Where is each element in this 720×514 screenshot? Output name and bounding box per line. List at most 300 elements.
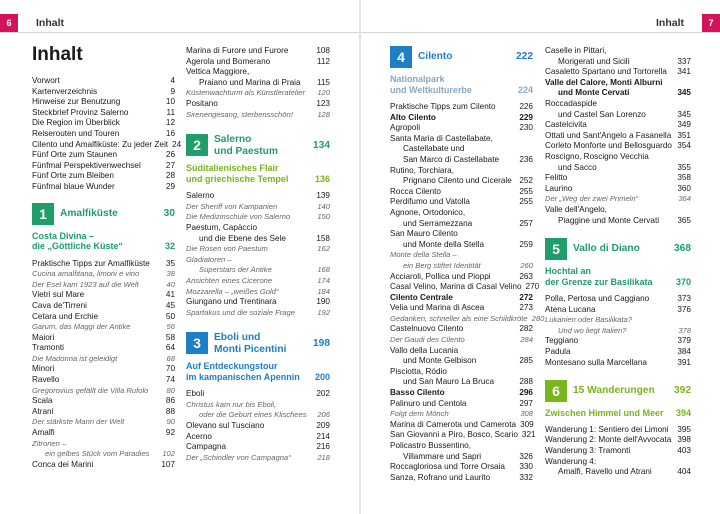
chapter-number-badge: 3	[186, 332, 208, 354]
toc-entry-page: 184	[317, 286, 330, 296]
toc-entry-title: Die Rosen von Paestum	[186, 244, 268, 254]
toc-entry-page: 230	[519, 123, 533, 133]
toc-entry-title: Cucina amalfitana, limoni e vino	[32, 269, 140, 279]
chapter-subtitle: Zwischen Himmel und Meer 394	[545, 408, 691, 419]
left-page	[0, 0, 359, 514]
toc-entry-page: 45	[165, 300, 175, 310]
toc-entry[interactable]	[545, 446, 691, 457]
toc-entry-title: Maiori	[32, 332, 55, 342]
toc-entry[interactable]	[390, 420, 533, 431]
toc-entry-title: Caselle in Pittari,	[545, 46, 607, 55]
toc-entry[interactable]	[390, 176, 533, 187]
toc-entry[interactable]	[32, 364, 175, 375]
toc-entry-title: Wanderung 4:	[545, 456, 597, 466]
chapter-page: 392	[674, 385, 691, 397]
toc-entry[interactable]	[186, 223, 330, 234]
chapter-number-badge: 1	[32, 203, 54, 225]
toc-entry-page: 358	[677, 173, 691, 183]
toc-entry-title: Gladiatoren –	[186, 254, 232, 264]
toc-entry-page: 27	[165, 160, 175, 170]
toc-entry-title: Ravello	[32, 375, 60, 385]
toc-entry[interactable]	[186, 389, 330, 400]
toc-entry-page: 56	[166, 322, 175, 332]
toc-entry-title: Palinuro und Centola	[390, 398, 467, 408]
toc-entry-title: und San Mauro La Bruca	[403, 377, 495, 387]
toc-entry-title: Praktische Tipps zum Cilento	[390, 102, 496, 111]
toc-entry-title: Cetara und Erchie	[32, 311, 98, 321]
toc-entry[interactable]	[545, 326, 691, 337]
toc-entry[interactable]	[545, 425, 691, 436]
toc-entry-title: und Monte della Stella	[403, 239, 485, 249]
toc-entry-page: 120	[317, 88, 330, 98]
toc-entry-title: Pisciotta, Ródio	[390, 366, 447, 376]
toc-entry[interactable]	[186, 57, 330, 68]
toc-entry-title: Sanza, Rofrano und Laurito	[390, 472, 491, 482]
toc-entry[interactable]	[186, 99, 330, 110]
toc-entry[interactable]	[545, 163, 691, 174]
toc-entry-page: 107	[161, 459, 175, 469]
toc-entry-title: Tramonti	[32, 343, 64, 353]
toc-entry-page: 192	[317, 307, 330, 317]
toc-entry[interactable]	[545, 110, 691, 121]
toc-list	[186, 191, 330, 318]
toc-entry-title: San Giovanni a Piro, Bosco, Scario	[390, 430, 518, 440]
toc-entry[interactable]	[32, 407, 175, 418]
toc-entry[interactable]	[390, 166, 533, 177]
toc-entry-page: 236	[519, 154, 533, 164]
toc-entry[interactable]	[186, 276, 330, 287]
toc-entry-page: 112	[316, 56, 330, 66]
toc-entry[interactable]	[32, 269, 175, 280]
toc-entry-page: 285	[519, 356, 533, 366]
toc-entry[interactable]	[186, 78, 330, 89]
toc-entry-title: Acciaroli, Pollica und Pioppi	[390, 271, 491, 281]
chapter-3-heading[interactable]	[186, 332, 330, 355]
toc-entry-title: Alto Cilento	[390, 112, 436, 122]
toc-entry-title: Der Esel kam 1923 auf die Welt	[32, 279, 139, 289]
chapter-2-heading[interactable]	[186, 134, 330, 157]
toc-entry-page: 321	[521, 430, 536, 440]
toc-entry-page: 259	[519, 239, 533, 249]
chapter-subtitle: Hochtal an der Grenze zur Basilikata 370	[545, 266, 691, 287]
toc-entry-title: Cava de'Tirreni	[32, 300, 87, 310]
toc-entry[interactable]	[390, 409, 533, 420]
toc-entry[interactable]	[390, 113, 533, 124]
toc-list	[545, 294, 691, 368]
toc-entry-page: 40	[166, 279, 175, 289]
toc-entry[interactable]	[545, 467, 691, 478]
running-header-left: Inhalt	[36, 17, 64, 29]
toc-entry-page: 64	[165, 343, 175, 353]
toc-entry-title: Amalfi, Ravello und Atrani	[558, 467, 652, 477]
toc-entry-page: 10	[165, 97, 175, 107]
toc-entry[interactable]	[32, 87, 175, 98]
toc-entry-page: 11	[166, 107, 175, 117]
toc-entry[interactable]	[32, 322, 175, 333]
toc-entry[interactable]	[390, 293, 533, 304]
toc-entry[interactable]	[545, 46, 691, 57]
chapter-title: 15 Wanderungen	[573, 385, 655, 397]
toc-entry[interactable]	[32, 460, 175, 471]
toc-entry[interactable]	[545, 305, 691, 316]
toc-entry-page: 68	[166, 353, 175, 363]
toc-entry-title: Superstars der Antike	[199, 265, 272, 275]
toc-entry[interactable]	[186, 212, 330, 223]
toc-entry-page: 365	[677, 215, 691, 225]
toc-entry[interactable]	[32, 108, 175, 119]
toc-entry[interactable]	[32, 76, 175, 87]
toc-entry[interactable]	[186, 453, 330, 464]
toc-entry-page: 308	[520, 409, 533, 419]
toc-entry-page: 28	[165, 171, 175, 181]
toc-entry[interactable]	[390, 452, 533, 463]
toc-entry-title: San Mauro Cilento	[390, 229, 458, 239]
toc-entry[interactable]	[390, 356, 533, 367]
toc-entry[interactable]	[390, 208, 533, 219]
toc-entry-page: 4	[170, 76, 175, 85]
toc-entry-title: Laurino	[545, 183, 573, 193]
toc-entry[interactable]	[390, 219, 533, 230]
toc-entry[interactable]	[32, 312, 175, 323]
toc-entry-title: Prignano Cilento und Cicerale	[403, 176, 512, 186]
toc-entry-title: Hinweise zur Benutzung	[32, 97, 121, 107]
toc-list	[186, 46, 330, 120]
toc-entry[interactable]	[32, 259, 175, 270]
toc-entry-page: 330	[519, 462, 533, 472]
chapter-subtitle: Auf Entdeckungstour im kampanischen Apennin 200	[186, 361, 330, 382]
chapter-1-heading[interactable]	[32, 203, 175, 225]
toc-entry[interactable]	[545, 294, 691, 305]
chapter-title: Amalfiküste	[60, 207, 118, 219]
toc-entry-title: Mozzarella – „weißes Gold“	[186, 286, 279, 296]
toc-entry[interactable]	[390, 229, 533, 240]
toc-entry[interactable]	[186, 46, 330, 57]
right-page	[361, 0, 720, 514]
toc-entry-page: 41	[165, 290, 175, 300]
toc-entry[interactable]	[32, 396, 175, 407]
toc-entry-title: Polla, Pertosa und Caggiano	[545, 294, 650, 304]
toc-entry[interactable]	[186, 67, 330, 78]
toc-entry-title: Montesano sulla Marcellana	[545, 357, 647, 367]
toc-entry-title: Fünfmal Perspektivenwechsel	[32, 160, 141, 170]
toc-entry[interactable]	[390, 134, 533, 145]
toc-entry-page: 209	[316, 421, 330, 431]
toc-entry[interactable]	[32, 97, 175, 108]
toc-entry[interactable]	[390, 399, 533, 410]
toc-entry[interactable]	[390, 473, 533, 484]
toc-entry-page: 309	[520, 419, 534, 429]
toc-entry-page: 80	[166, 385, 175, 395]
toc-entry[interactable]	[545, 347, 691, 358]
toc-entry[interactable]	[186, 410, 330, 421]
toc-entry-title: Praktische Tipps zur Amalfiküste	[32, 258, 150, 268]
toc-entry[interactable]	[390, 462, 533, 473]
toc-entry-page: 282	[519, 324, 533, 334]
toc-entry-page: 376	[677, 304, 691, 314]
toc-entry-title: Wanderung 2: Monte dell'Avvocata	[545, 435, 672, 445]
toc-entry-title: ein gelbes Stück vom Paradies	[45, 449, 150, 459]
toc-entry[interactable]	[390, 250, 533, 261]
toc-entry-page: 35	[165, 258, 175, 268]
toc-entry[interactable]	[186, 234, 330, 245]
toc-entry-page: 123	[316, 98, 330, 108]
toc-entry[interactable]	[390, 324, 533, 335]
toc-entry[interactable]	[545, 194, 691, 205]
toc-entry-page: 9	[170, 86, 175, 96]
toc-entry-title: Castelcivita	[545, 120, 587, 130]
toc-list	[186, 389, 330, 463]
toc-entry-title: Christus kam nur bis Eboli,	[186, 399, 277, 409]
toc-entry-title: Die Region im Überblick	[32, 118, 120, 128]
toc-entry-page: 255	[519, 197, 533, 207]
toc-entry[interactable]	[545, 120, 691, 131]
toc-entry[interactable]	[186, 442, 330, 453]
toc-entry[interactable]	[390, 441, 533, 452]
toc-entry[interactable]	[390, 240, 533, 251]
toc-entry-title: Rocca Cilento	[390, 186, 441, 196]
toc-entry-page: 50	[165, 311, 175, 321]
toc-entry[interactable]	[390, 102, 533, 113]
toc-entry-page: 150	[317, 212, 330, 222]
toc-entry-page: 229	[519, 112, 533, 122]
toc-entry[interactable]	[545, 216, 691, 227]
toc-entry-page: 128	[317, 109, 330, 119]
toc-entry-title: Reiserouten und Touren	[32, 128, 120, 138]
toc-entry[interactable]	[186, 287, 330, 298]
toc-entry[interactable]	[32, 290, 175, 301]
toc-entry[interactable]	[545, 88, 691, 99]
toc-entry-page: 355	[677, 162, 691, 172]
toc-entry-page: 92	[165, 428, 175, 438]
toc-entry-page: 345	[677, 88, 691, 98]
toc-entry[interactable]	[390, 123, 533, 134]
toc-entry-page: 38	[166, 269, 175, 279]
toc-entry-page: 216	[316, 442, 330, 452]
toc-entry[interactable]	[390, 313, 545, 325]
toc-entry[interactable]	[545, 78, 691, 89]
toc-entry-title: Piaggine und Monte Cervati	[558, 215, 660, 225]
toc-entry[interactable]	[390, 282, 540, 293]
toc-entry[interactable]	[32, 182, 175, 193]
toc-entry[interactable]	[545, 99, 691, 110]
toc-entry-title: Marina di Furore und Furore	[186, 46, 289, 55]
toc-entry-title: Salerno	[186, 191, 215, 201]
toc-entry-page: 349	[677, 120, 691, 130]
toc-entry[interactable]	[32, 139, 182, 151]
toc-entry-page: 364	[678, 194, 691, 204]
toc-entry-title: Ottati und Sant'Angelo a Fasanella	[545, 130, 672, 140]
left-column-2	[186, 46, 330, 463]
toc-entry[interactable]	[545, 131, 691, 142]
toc-entry-title: Kartenverzeichnis	[32, 86, 98, 96]
toc-entry[interactable]	[32, 118, 175, 129]
toc-entry[interactable]	[545, 205, 691, 216]
chapter-page: 198	[313, 338, 330, 350]
toc-entry-title: Lukanien oder Basilikata?	[545, 315, 632, 325]
toc-entry-title: Villammare und Sapri	[403, 451, 482, 461]
toc-entry-title: Perdifumo und Vatolla	[390, 197, 470, 207]
toc-entry-page: 140	[317, 201, 330, 211]
toc-entry[interactable]	[186, 400, 330, 411]
toc-entry-title: Der „Schindler von Campagna“	[186, 452, 291, 462]
toc-entry[interactable]	[32, 428, 175, 439]
chapter-page: 368	[674, 243, 691, 255]
toc-entry[interactable]	[545, 67, 691, 78]
toc-entry[interactable]	[186, 308, 330, 319]
toc-entry[interactable]	[390, 144, 533, 155]
chapter-subtitle: Süditalienisches Flair und griechische Tempel 136	[186, 163, 330, 184]
toc-list	[545, 46, 691, 226]
toc-entry[interactable]	[545, 358, 691, 369]
toc-entry[interactable]	[32, 301, 175, 312]
toc-entry-page: 255	[519, 186, 533, 196]
toc-entry-title: Zitronen –	[32, 438, 67, 448]
toc-entry[interactable]	[32, 386, 175, 397]
toc-entry-title: Wanderung 3: Tramonti	[545, 445, 631, 455]
toc-entry[interactable]	[390, 346, 533, 357]
toc-entry[interactable]	[390, 272, 533, 283]
toc-entry-title: Folgt dem Mönch	[390, 409, 449, 419]
toc-entry-title: Corleto Monforte und Bellosguardo	[545, 141, 672, 151]
toc-list	[32, 259, 175, 471]
toc-entry-title: und die Ebene des Sele	[199, 233, 286, 243]
toc-entry[interactable]	[186, 297, 330, 308]
toc-entry[interactable]	[390, 388, 533, 399]
toc-entry[interactable]	[545, 173, 691, 184]
toc-entry-page: 384	[677, 347, 691, 357]
toc-entry[interactable]	[545, 315, 691, 326]
toc-entry[interactable]	[32, 417, 175, 428]
toc-entry[interactable]	[32, 150, 175, 161]
toc-entry-page: 74	[165, 375, 175, 385]
toc-entry-title: Vettica Maggiore,	[186, 67, 250, 77]
toc-entry-title: Valle del Calore, Monti Alburni	[545, 77, 663, 87]
toc-entry[interactable]	[390, 430, 536, 441]
toc-list	[32, 76, 182, 193]
toc-entry[interactable]	[32, 439, 175, 450]
toc-entry-page: 86	[165, 396, 175, 406]
toc-entry[interactable]	[545, 435, 691, 446]
toc-entry-page: 88	[165, 406, 175, 416]
toc-entry-title: Castelnuovo Cilento	[390, 324, 464, 334]
toc-entry[interactable]	[545, 457, 691, 468]
toc-entry-page: 403	[677, 445, 691, 455]
toc-entry[interactable]	[186, 191, 330, 202]
toc-entry-page: 332	[519, 472, 533, 482]
chapter-number-badge: 2	[186, 134, 208, 156]
toc-entry[interactable]	[186, 88, 330, 99]
toc-entry-title: Agropoli	[390, 123, 421, 133]
toc-entry-title: Küstenwachturm als Künstleratelier	[186, 88, 306, 98]
chapter-subtitle: Nationalpark und Weltkulturerbe 224	[390, 74, 533, 95]
toc-entry-title: Valle dell'Angelo,	[545, 204, 607, 214]
toc-entry-page: 270	[525, 282, 540, 292]
toc-entry[interactable]	[390, 335, 533, 346]
toc-entry-page: 174	[317, 275, 330, 285]
toc-entry-page: 102	[162, 449, 175, 459]
chapter-page: 134	[313, 140, 330, 152]
right-column-1	[390, 46, 545, 483]
toc-entry-page: 373	[677, 294, 691, 304]
toc-entry[interactable]	[390, 377, 533, 388]
toc-entry-page: 288	[519, 377, 533, 387]
toc-entry[interactable]	[545, 141, 691, 152]
toc-entry[interactable]	[545, 336, 691, 347]
toc-entry[interactable]	[32, 280, 175, 291]
toc-entry[interactable]	[32, 375, 175, 386]
toc-entry[interactable]	[186, 255, 330, 266]
toc-entry[interactable]	[186, 244, 330, 255]
toc-entry-title: Gregorovius gefällt die Villa Rufolo	[32, 385, 149, 395]
chapter-6-heading[interactable]	[545, 380, 691, 402]
toc-entry[interactable]	[186, 421, 330, 432]
toc-entry[interactable]	[390, 155, 533, 166]
toc-entry[interactable]	[390, 187, 533, 198]
toc-entry[interactable]	[390, 303, 533, 314]
toc-list	[390, 102, 545, 483]
toc-entry[interactable]	[186, 202, 330, 213]
toc-entry[interactable]	[32, 354, 175, 365]
toc-entry-page: 108	[316, 46, 330, 55]
toc-entry-title: Morigerati und Sicilì	[558, 56, 630, 66]
toc-entry-title: Felitto	[545, 173, 568, 183]
toc-entry-page: 70	[165, 364, 175, 374]
toc-entry-page: 139	[316, 191, 330, 201]
toc-entry-page: 345	[677, 109, 691, 119]
toc-entry[interactable]	[390, 367, 533, 378]
toc-entry-title: Die Madonna ist geleidigt	[32, 353, 118, 363]
toc-entry-page: 168	[317, 265, 330, 275]
chapter-4-heading[interactable]	[390, 46, 533, 68]
toc-entry[interactable]	[186, 110, 330, 121]
toc-entry-title: Casal Velino, Marina di Casal Velino	[390, 282, 522, 292]
toc-entry[interactable]	[390, 261, 533, 272]
toc-entry[interactable]	[545, 184, 691, 195]
toc-entry-page: 273	[519, 303, 533, 313]
toc-entry[interactable]	[390, 197, 533, 208]
chapter-5-heading[interactable]	[545, 238, 691, 260]
toc-entry[interactable]	[186, 432, 330, 443]
toc-entry-title: Der „Weg der zwei Primeln“	[545, 194, 639, 204]
toc-entry-title: Der stärkste Mann der Welt	[32, 417, 125, 427]
toc-entry-title: Vorwort	[32, 76, 60, 85]
toc-entry-title: Giungano und Trentinara	[186, 297, 277, 307]
toc-entry[interactable]	[545, 57, 691, 68]
toc-entry-title: Praiano und Marina di Praia	[199, 77, 301, 87]
toc-entry-page: 90	[166, 417, 175, 427]
toc-entry-title: Fünf Orte zum Staunen	[32, 150, 118, 160]
toc-entry[interactable]	[545, 152, 691, 163]
toc-entry-page: 326	[519, 451, 533, 461]
toc-entry-page: 252	[519, 176, 533, 186]
toc-entry[interactable]	[32, 333, 175, 344]
toc-entry[interactable]	[32, 449, 175, 460]
left-column-1	[32, 44, 182, 470]
toc-entry[interactable]	[32, 343, 175, 354]
toc-entry-title: Roscigno, Roscigno Vecchia	[545, 151, 649, 161]
toc-entry-page: 24	[172, 139, 182, 149]
toc-entry-title: Amalfi	[32, 428, 55, 438]
toc-entry-title: Der Gaudi des Cilento	[390, 335, 465, 345]
toc-entry-title: Cilento und Amalfiküste: Zu jeder Zeit	[32, 139, 169, 149]
toc-entry[interactable]	[186, 265, 330, 276]
toc-entry[interactable]	[32, 171, 175, 182]
toc-entry-page: 378	[678, 325, 691, 335]
toc-entry[interactable]	[32, 161, 175, 172]
toc-entry-page: 29	[165, 181, 175, 191]
toc-entry-title: Campagna	[186, 442, 227, 452]
toc-entry[interactable]	[32, 129, 175, 140]
